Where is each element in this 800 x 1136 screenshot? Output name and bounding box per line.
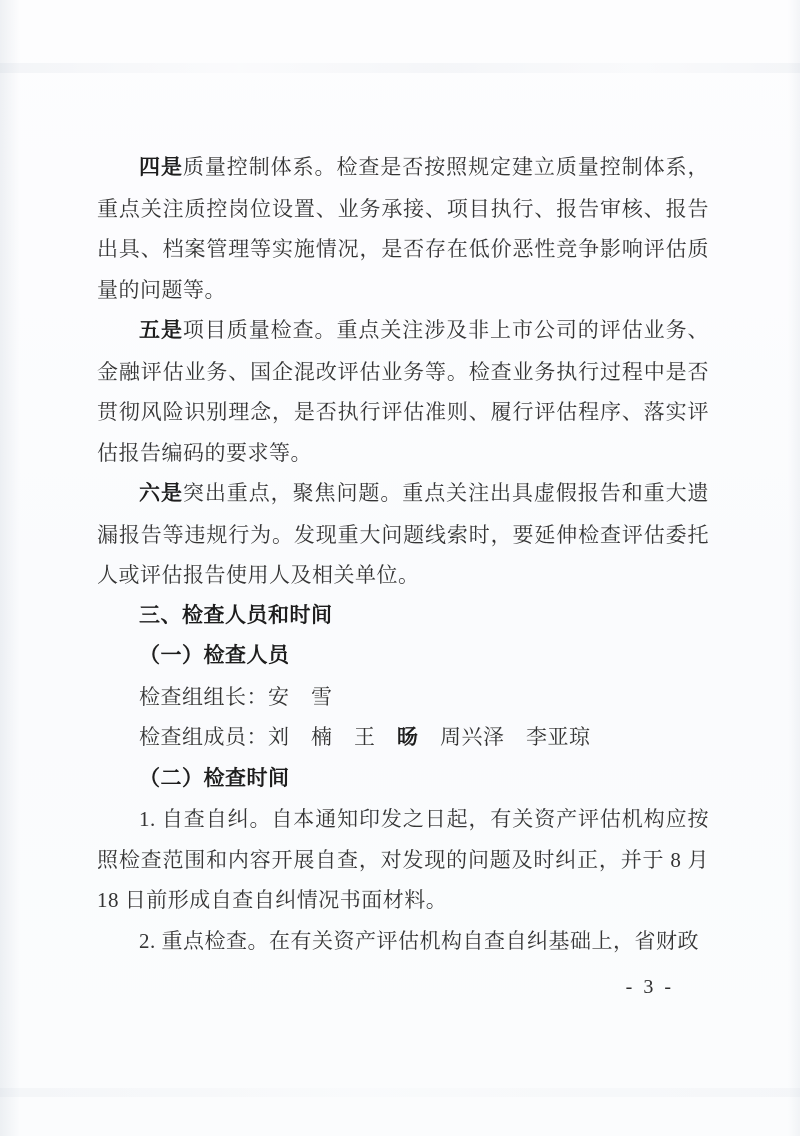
text-run: 六是 [139,482,183,505]
text-run: 周兴泽 李亚琼 [418,725,591,749]
section-heading-three [97,596,709,637]
subsection-heading-two [97,759,709,800]
text-run: 突出重点，聚焦问题。重点关注出具虚假报告和重大遗漏报告等违规行为。发现重大问题线索时，要延伸检查评估委托人或评估报告使用人及相关单位。 [97,481,710,587]
text-run: 旸 [397,726,419,749]
paragraph-item-six [97,473,709,596]
text-run: 检查组组长：安 雪 [139,684,333,709]
text-run: 五是 [139,319,183,342]
scan-artifact-line-top [0,63,800,73]
text-run: 2. 重点检查。在有关资产评估机构自查自纠基础上，省财政 [139,928,699,953]
text-run: （一）检查人员 [139,644,290,667]
text-run: 质量控制体系。检查是否按照规定建立质量控制体系，重点关注质控岗位设置、业务承接、项目执行、报告审核、报告出具、档案管理等实施情况，是否存在低价恶性竞争影响评估质量的问题等。 [97,155,710,302]
text-run: 1. 自查自纠。自本通知印发之日起，有关资产评估机构应按照检查范围和内容开展自查，对发现的问题及时纠正，并于 8 月 18 日前形成自查自纠情况书面材料。 [97,807,709,912]
inspection-team-members-line [97,717,709,759]
scan-edge-shading-left [0,0,20,1136]
text-run: 项目质量检查。重点关注涉及非上市公司的评估业务、金融评估业务、国企混改评估业务等。检查业务执行过程中是否贯彻风险识别理念，是否执行评估准则、履行评估程序、落实评估报告编码的要求等。 [97,318,710,465]
document-body [97,147,709,961]
paragraph-item-five [97,310,709,473]
text-run: （二）检查时间 [139,766,290,790]
paragraph-item-four [97,147,709,310]
paragraph-self-check [97,799,709,921]
page-number: - 3 - [625,976,674,998]
text-run: 四是 [139,156,183,179]
inspection-team-leader-line [97,677,709,718]
scan-artifact-line-bottom [0,1088,800,1097]
text-run: 检查组成员：刘 楠 王 [139,725,397,749]
scan-edge-shading-right [788,0,800,1136]
subsection-heading-one [97,636,709,677]
paragraph-key-inspection [97,921,709,962]
text-run: 三、检查人员和时间 [139,603,333,627]
